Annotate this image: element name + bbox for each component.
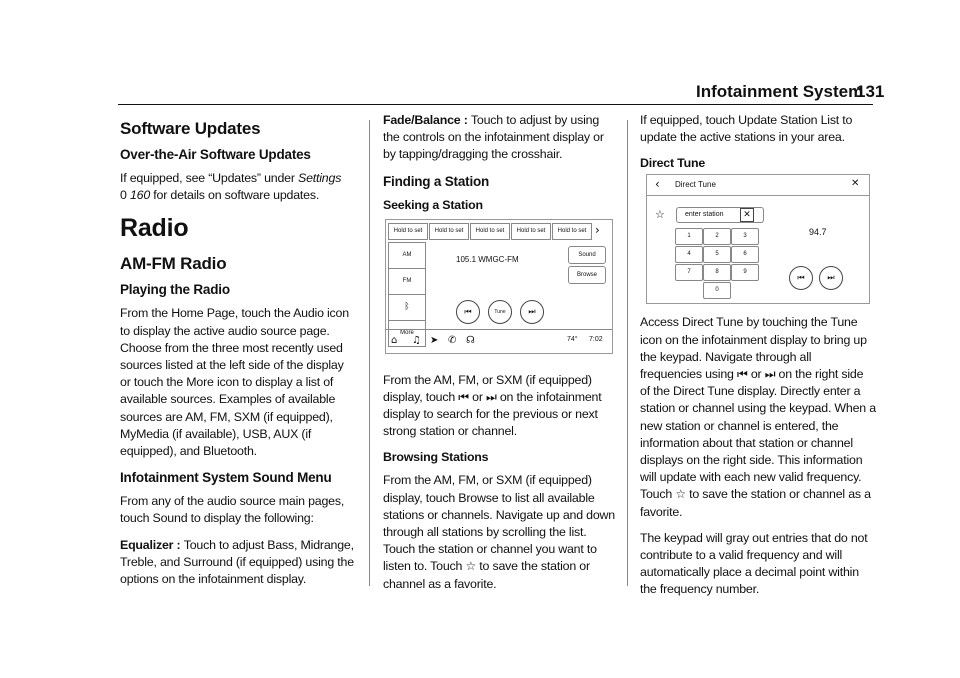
back-icon[interactable]: ‹: [655, 177, 660, 191]
page-number: 131: [856, 82, 885, 101]
navigation-icon[interactable]: ➤: [430, 335, 439, 346]
radio-screen: [385, 219, 613, 354]
ota-text-2: for details on software updates.: [150, 188, 320, 203]
fade-text: Touch to adjust by using the controls on the infotainment display or by tapping/dragging the crosshair.: [383, 113, 604, 162]
preset-button[interactable]: Hold to set: [470, 223, 510, 240]
keypad-paragraph: The keypad will gray out entries that do not contribute to a valid frequency and will automatically place a decimal point within the frequency number.: [640, 530, 868, 597]
frequency-display: 94.7: [809, 227, 827, 237]
running-header-title: Infotainment System: [696, 82, 864, 101]
seek-forward-icon: ⏭: [764, 367, 776, 382]
home-icon[interactable]: ⌂: [391, 335, 398, 346]
phone-icon[interactable]: ✆: [448, 335, 457, 346]
column-2: [383, 112, 615, 602]
direct-tune-screen: [646, 174, 870, 304]
heading-radio: Radio: [120, 214, 189, 243]
favorite-star-icon[interactable]: ☆: [655, 208, 665, 221]
seek-back-icon: ⏮: [458, 389, 469, 404]
chevron-right-icon[interactable]: ›: [595, 223, 600, 237]
heading-software-updates: Software Updates: [120, 119, 261, 138]
star-icon: ☆: [675, 487, 686, 502]
browse-button[interactable]: Browse: [568, 266, 606, 284]
heading-playing-radio: Playing the Radio: [120, 282, 230, 298]
preset-button[interactable]: Hold to set: [388, 223, 428, 240]
temperature: 74°: [567, 336, 578, 343]
ota-paragraph: [120, 170, 354, 204]
seek-back-icon[interactable]: ⏮: [456, 300, 480, 324]
heading-finding-station: Finding a Station: [383, 173, 490, 189]
ota-text-1: If equipped, see “Updates” under: [120, 171, 299, 185]
seek-paragraph: [383, 372, 615, 441]
keypad-key[interactable]: 2: [703, 228, 731, 245]
heading-direct-tune: Direct Tune: [640, 156, 706, 171]
heading-ota: Over-the-Air Software Updates: [120, 147, 311, 162]
source-fm[interactable]: FM: [388, 268, 426, 295]
bluetooth-icon: ᛒ: [404, 302, 410, 312]
station-name: 105.1 WMGC-FM: [456, 255, 519, 264]
sound-paragraph: From any of the audio source main pages, touch Sound to display the following:: [120, 494, 345, 526]
heading-sound-menu: Infotainment System Sound Menu: [120, 470, 332, 486]
column-divider-2: [627, 120, 628, 586]
seek-forward-icon[interactable]: ⏭: [520, 300, 544, 324]
direct-paragraph: [640, 314, 876, 520]
direct-tune-title: Direct Tune: [675, 180, 716, 189]
keypad-key[interactable]: 6: [731, 246, 759, 263]
source-more[interactable]: More: [388, 320, 426, 347]
star-icon: ☆: [465, 559, 477, 574]
seek-text-b: on the infotainment display to search for the previous or next strong station or channel.: [383, 389, 602, 439]
seek-forward-icon: ⏭: [486, 389, 497, 404]
equalizer-text: Touch to adjust Bass, Midrange, Treble, and Surround (if equipped) using the options on the infotainment display.: [120, 537, 354, 587]
direct-tune-titlebar: [647, 175, 869, 196]
direct-text-a: Access Direct Tune by touching the Tune icon on the infotainment display to bring up the keypad. Navigate through all frequencies using: [640, 315, 867, 382]
preset-button[interactable]: Hold to set: [552, 223, 592, 240]
station-input-placeholder: enter station: [685, 211, 724, 218]
seek-forward-icon[interactable]: ⏭: [819, 266, 843, 290]
heading-browsing-stations: Browsing Stations: [383, 450, 489, 465]
audio-icon[interactable]: ♫: [412, 335, 421, 346]
keypad-key[interactable]: 3: [731, 228, 759, 245]
preset-button[interactable]: Hold to set: [429, 223, 469, 240]
close-icon[interactable]: ✕: [851, 178, 860, 189]
keypad-key[interactable]: 1: [675, 228, 703, 245]
direct-text-b: on the right side of the Direct Tune display. Directly enter a station or channel using the keypad. When a new station or channel is entered, the information about that station or channel displays on the right side. This information will update with each new valid frequency. Touch: [640, 367, 876, 502]
direct-or: or: [747, 367, 765, 382]
browse-text-a: From the AM, FM, or SXM (if equipped) display, touch Browse to list all available stations or channels. Navigate up and down through all stations by scrolling the list. Touch the station or channel you want to listen to. Touch: [383, 473, 615, 574]
fade-label: Fade/Balance :: [383, 113, 471, 127]
settings-ref: Settings: [298, 171, 342, 185]
column-1: [120, 112, 354, 597]
tune-button[interactable]: Tune: [488, 300, 512, 324]
bottom-bar: [386, 329, 612, 354]
keypad-key[interactable]: 9: [731, 264, 759, 281]
direct-text-c: to save the station or channel as a favorite.: [640, 487, 871, 519]
browse-text-b: to save the station or channel as a favorite.: [383, 559, 590, 591]
seek-back-icon: ⏮: [736, 367, 748, 382]
page-ref-icon: 0: [120, 188, 127, 203]
clock: 7:02: [589, 336, 603, 343]
update-paragraph: If equipped, touch Update Station List to update the active stations in your area.: [640, 113, 853, 145]
column-divider-1: [369, 120, 370, 586]
playing-paragraph: From the Home Page, touch the Audio icon to display the active audio source page. Choose from the three most recently used sources listed at the left side of the display or touch the More icon to display a list of available sources. Examples of available sources are AM, FM, SXM (if equipped), MyMedia (if available), USB, AUX (if equipped), and Bluetooth.: [120, 306, 349, 459]
keypad-key[interactable]: 0: [703, 282, 731, 299]
seek-or: or: [468, 389, 487, 404]
fade-paragraph: [383, 112, 615, 164]
keypad-key[interactable]: 7: [675, 264, 703, 281]
heading-seeking-station: Seeking a Station: [383, 197, 483, 212]
heading-am-fm-radio: AM-FM Radio: [120, 254, 227, 274]
keypad-key[interactable]: 5: [703, 246, 731, 263]
equalizer-paragraph: [120, 537, 354, 589]
climate-icon[interactable]: ☊: [466, 335, 475, 346]
sound-button[interactable]: Sound: [568, 246, 606, 264]
clear-icon[interactable]: ✕: [740, 208, 754, 222]
source-bluetooth[interactable]: [388, 294, 426, 321]
ota-ref-page[interactable]: 160: [129, 188, 151, 203]
preset-button[interactable]: Hold to set: [511, 223, 551, 240]
source-am[interactable]: AM: [388, 242, 426, 269]
keypad-key[interactable]: 8: [703, 264, 731, 281]
equalizer-label: Equalizer :: [120, 537, 184, 552]
header-rule: [118, 104, 873, 105]
keypad-key[interactable]: 4: [675, 246, 703, 263]
seek-back-icon[interactable]: ⏮: [789, 266, 813, 290]
seek-text-a: From the AM, FM, or SXM (if equipped) display, touch: [383, 372, 592, 404]
browse-paragraph: [383, 472, 615, 592]
